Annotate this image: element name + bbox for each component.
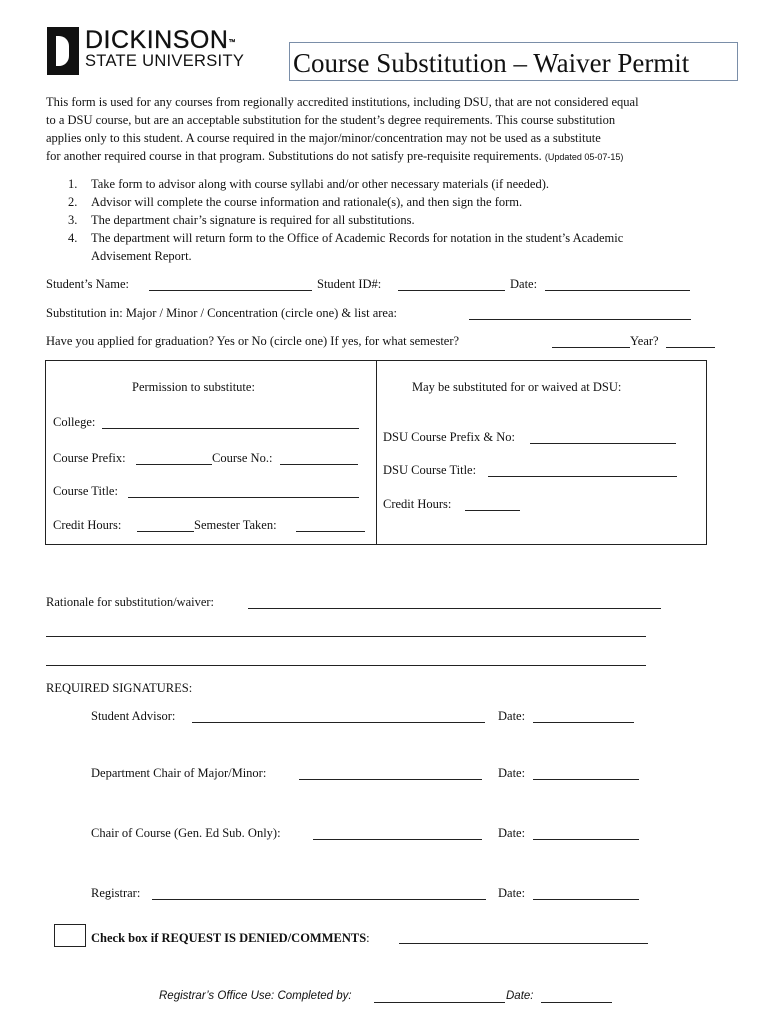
step-3-number: 3. [68,213,78,227]
dsu-title-field[interactable] [488,476,677,477]
registrar-signature-field[interactable] [152,899,486,900]
step-4-text: The department will return form to the Office of Academic Records for notation in the student’s Academic [91,231,624,245]
course-prefix-field[interactable] [136,464,212,465]
college-field[interactable] [102,428,359,429]
rationale-label: Rationale for substitution/waiver: [46,595,215,609]
signatures-heading: REQUIRED SIGNATURES: [46,681,193,695]
step-2-number: 2. [68,195,78,209]
semester-taken-label: Semester Taken: [194,518,277,532]
dept-chair-signature-field[interactable] [299,779,482,780]
dsu-title-label: DSU Course Title: [383,463,477,477]
advisor-date-label: Date: [498,709,526,723]
office-date-label: Date: [506,990,534,1002]
dsu-prefix-label: DSU Course Prefix & No: [383,430,515,444]
step-3-text: The department chair’s signature is required for all substitutions. [91,213,415,227]
course-no-field[interactable] [280,464,358,465]
dsu-prefix-field[interactable] [530,443,676,444]
logo-line1: DICKINSON™ [85,26,236,54]
student-name-field[interactable] [149,290,312,291]
university-logo [47,27,277,77]
date-field[interactable] [545,290,690,291]
step-1-text: Take form to advisor along with course syllabi and/or other necessary materials (if needed). [91,177,549,191]
office-use-label: Registrar’s Office Use: Completed by: [159,990,352,1002]
course-chair-label: Chair of Course (Gen. Ed Sub. Only): [91,826,281,840]
step-1-number: 1. [68,177,78,191]
request-denied-checkbox[interactable] [54,924,86,947]
registrar-label: Registrar: [91,886,141,900]
step-4-number: 4. [68,231,78,245]
dsu-credit-field[interactable] [465,510,520,511]
form-title: Course Substitution – Waiver Permit [293,48,690,78]
student-name-label: Student’s Name: [46,277,129,291]
year-label: Year? [630,334,659,348]
dept-chair-label: Department Chair of Major/Minor: [91,766,267,780]
credit-hours-field[interactable] [137,531,194,532]
dsu-credit-label: Credit Hours: [383,497,452,511]
logo-line2: STATE UNIVERSITY [85,52,245,70]
advisor-date-field[interactable] [533,722,634,723]
student-id-label: Student ID#: [317,277,382,291]
student-id-field[interactable] [398,290,505,291]
rationale-line-3[interactable] [46,665,646,666]
registrar-date-field[interactable] [533,899,639,900]
intro-line-2: to a DSU course, but are an acceptable substitution for the student’s degree requirements. This course substitution [46,113,616,127]
completed-by-field[interactable] [374,1002,505,1003]
intro-line-4: for another required course in that program. Substitutions do not satisfy pre-requisite requirements. (Updated 05-07-15) [46,149,624,163]
course-title-label: Course Title: [53,484,118,498]
substitution-label: Substitution in: Major / Minor / Concentration (circle one) & list area: [46,306,397,320]
graduation-question: Have you applied for graduation? Yes or No (circle one) If yes, for what semester? [46,334,460,348]
table-divider [376,361,377,544]
advisor-label: Student Advisor: [91,709,176,723]
permission-header: Permission to substitute: [132,380,255,394]
college-label: College: [53,415,96,429]
intro-line-1: This form is used for any courses from regionally accredited institutions, including DSU, that are not considered equal [46,95,639,109]
updated-note: (Updated 05-07-15) [544,152,624,162]
logo-d-mark [47,27,79,75]
course-chair-date-field[interactable] [533,839,639,840]
dept-chair-date-field[interactable] [533,779,639,780]
dept-chair-date-label: Date: [498,766,526,780]
denied-comments-field[interactable] [399,943,648,944]
registrar-date-label: Date: [498,886,526,900]
rationale-line-2[interactable] [46,636,646,637]
course-no-label: Course No.: [212,451,273,465]
substitution-area-field[interactable] [469,319,691,320]
denied-label: Check box if REQUEST IS DENIED/COMMENTS: [91,931,370,945]
course-chair-signature-field[interactable] [313,839,482,840]
course-title-field[interactable] [128,497,359,498]
step-2-text: Advisor will complete the course information and rationale(s), and then sign the form. [91,195,523,209]
rationale-line-1[interactable] [248,608,661,609]
course-chair-date-label: Date: [498,826,526,840]
graduation-semester-field[interactable] [552,347,630,348]
step-4-continuation: Advisement Report. [91,249,192,263]
graduation-year-field[interactable] [666,347,715,348]
dsu-header: May be substituted for or waived at DSU: [412,380,622,394]
credit-hours-label: Credit Hours: [53,518,122,532]
intro-line-3: applies only to this student. A course required in the major/minor/concentration may not be used as a substitute [46,131,601,145]
office-date-field[interactable] [541,1002,612,1003]
course-prefix-label: Course Prefix: [53,451,126,465]
semester-taken-field[interactable] [296,531,365,532]
date-label: Date: [510,277,538,291]
advisor-signature-field[interactable] [192,722,485,723]
